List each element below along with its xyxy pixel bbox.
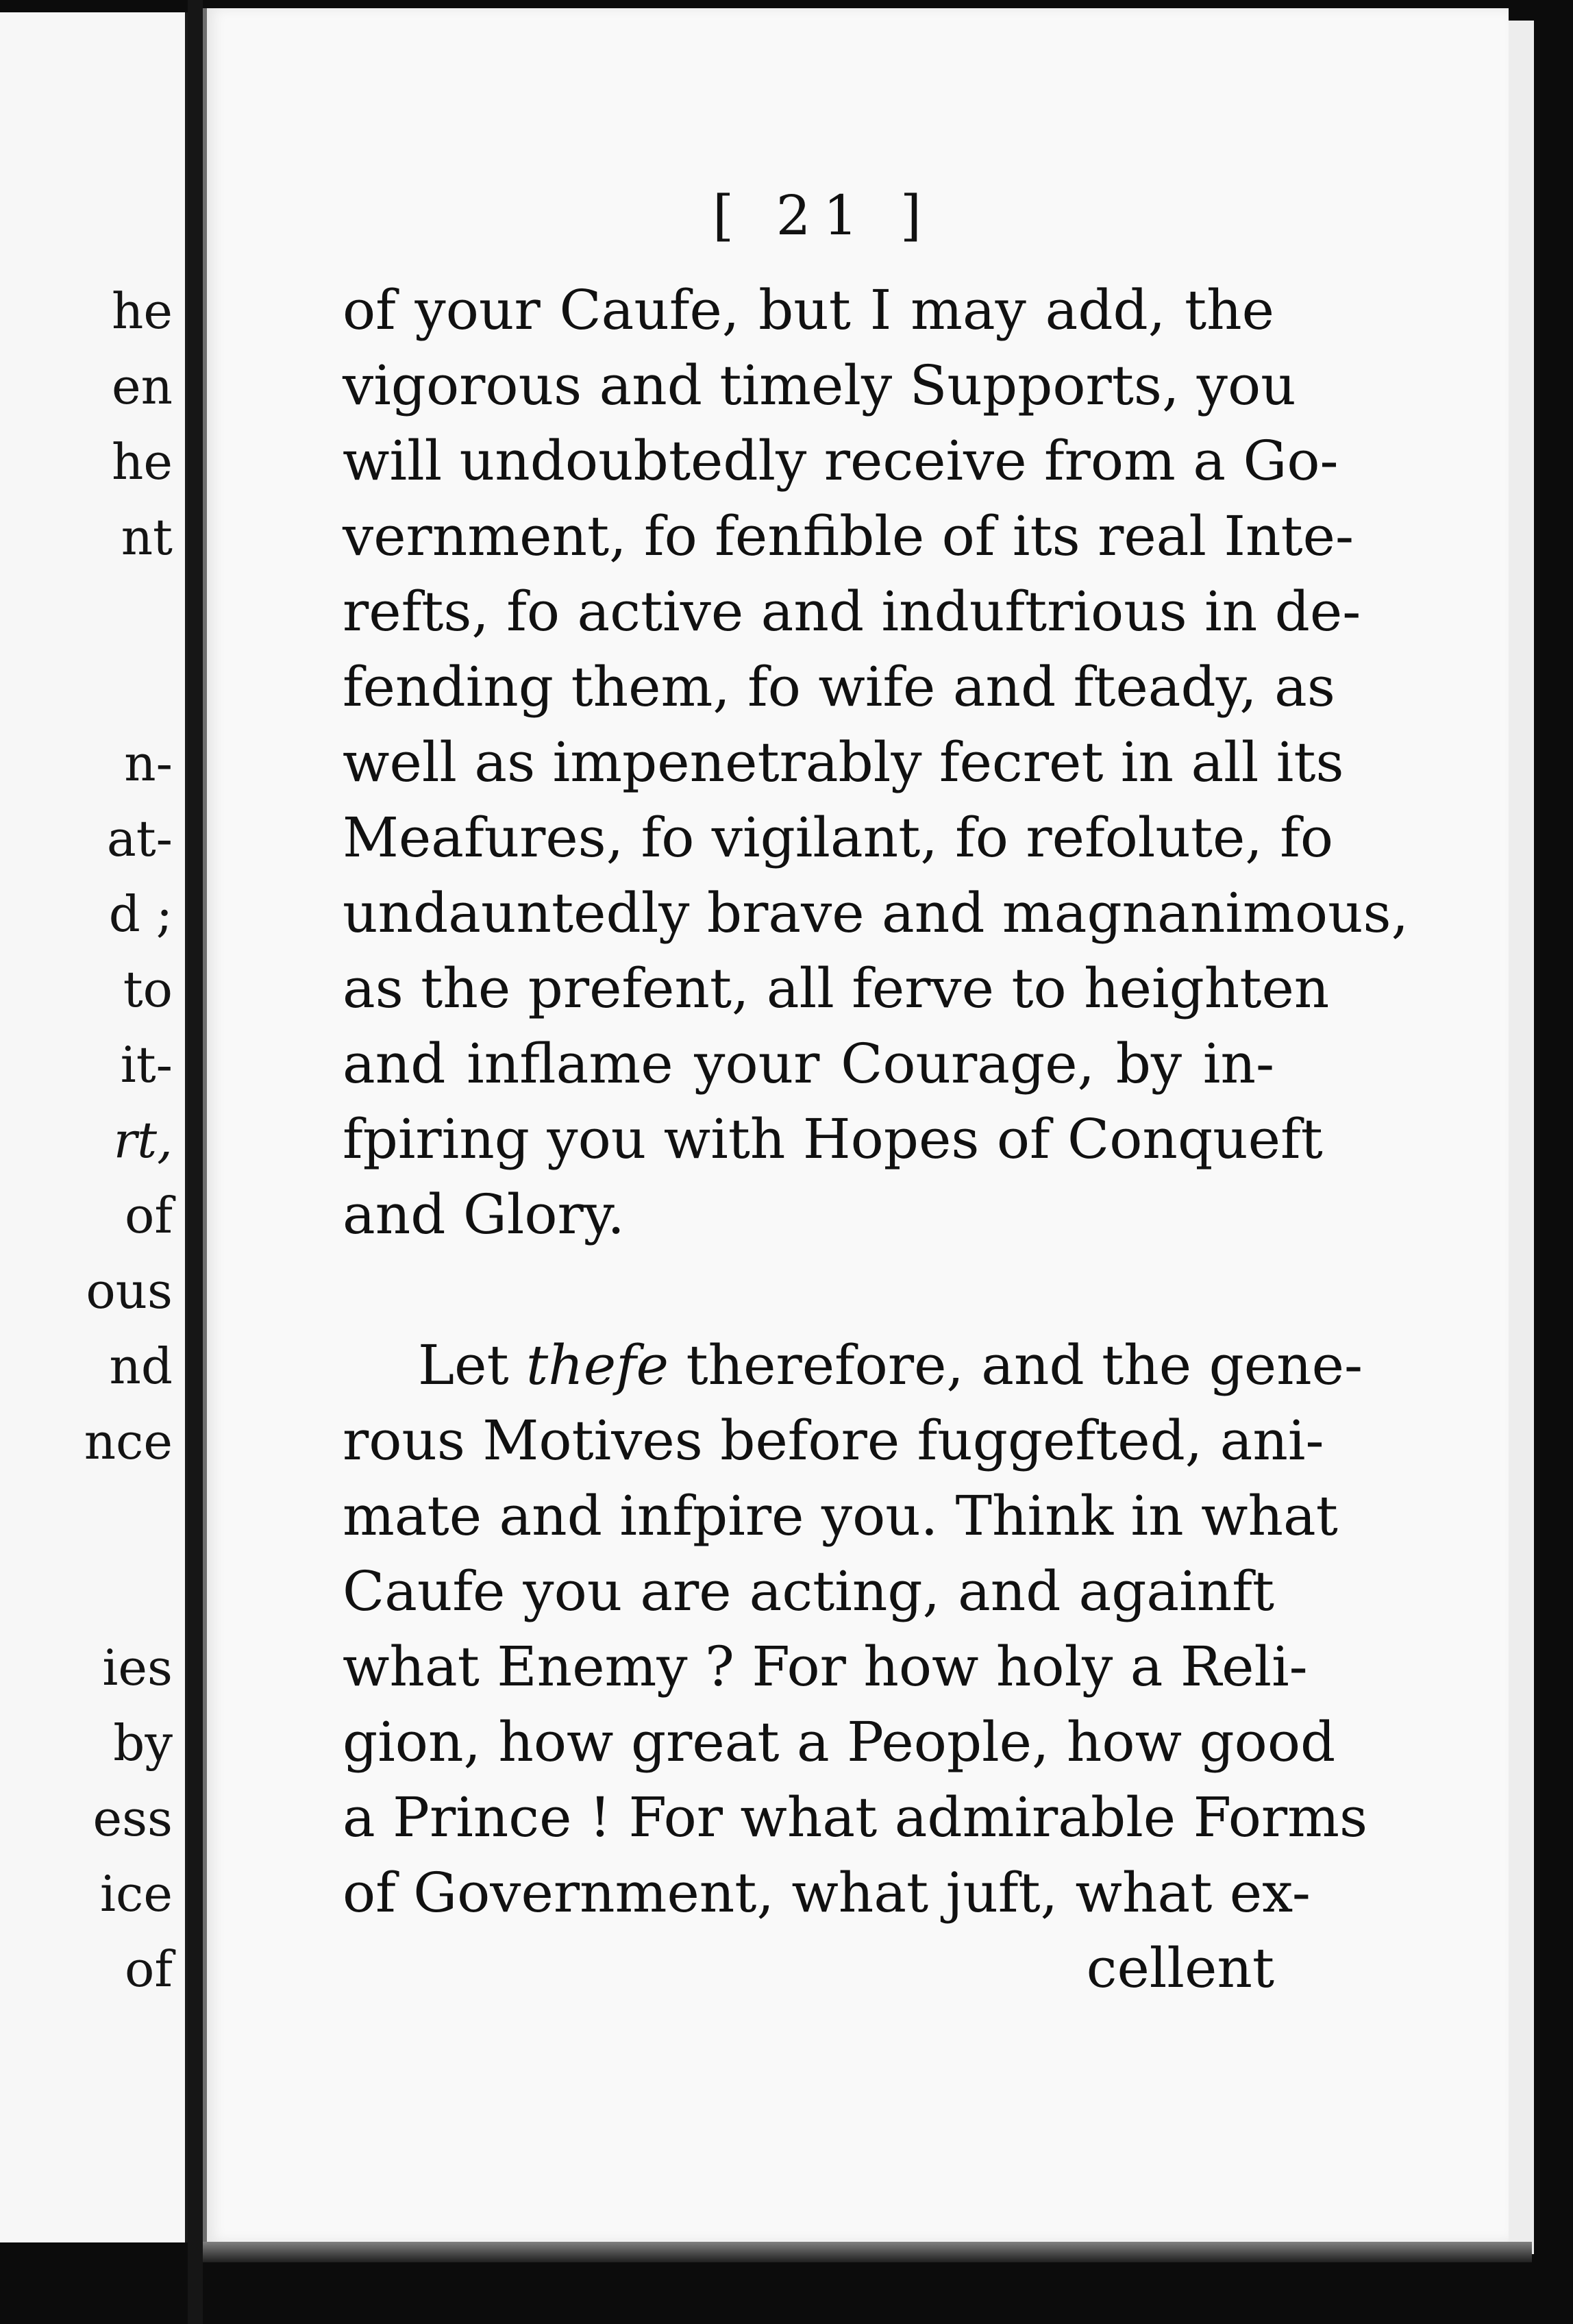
left-fragment: n-	[124, 734, 173, 792]
text-line: fpiring you with Hopes of Conqueft	[343, 1107, 1323, 1171]
left-fragment: ies	[102, 1639, 173, 1696]
left-fragment: nce	[84, 1413, 173, 1470]
page-number: [ 21 ]	[713, 184, 934, 247]
left-fragment: ice	[100, 1865, 173, 1923]
text-line: fending them, fo wife and fteady, as	[343, 655, 1335, 719]
text-line: a Prince ! For what admirable Forms	[343, 1785, 1368, 1849]
left-fragment: of	[125, 1187, 173, 1244]
left-fragment: it-	[120, 1036, 173, 1093]
text-segment: Let	[418, 1333, 527, 1397]
book-gutter	[188, 0, 203, 2324]
text-line: and inflame your Courage, by in-	[343, 1032, 1274, 1096]
text-line: will undoubtedly receive from a Go-	[343, 429, 1339, 493]
left-fragment: nt	[121, 508, 173, 566]
text-line: Meafures, fo vigilant, fo refolute, fo	[343, 806, 1333, 869]
text-line: vernment, fo fenfible of its real Inte-	[343, 504, 1354, 568]
text-line: Caufe you are acting, and againft	[343, 1559, 1274, 1623]
catchword: cellent	[1086, 1936, 1274, 2000]
left-fragment: he	[112, 433, 173, 491]
left-fragment: en	[112, 358, 173, 415]
left-fragment: d ;	[108, 885, 173, 943]
text-line: undauntedly brave and magnanimous,	[343, 881, 1409, 945]
page-edge	[1504, 21, 1534, 2254]
left-fragment: of	[125, 1940, 173, 1998]
text-line: as the prefent, all ferve to heighten	[343, 956, 1330, 1020]
text-segment: therefore, and the gene-	[669, 1333, 1363, 1397]
italic-word: thefe	[526, 1333, 669, 1397]
left-fragment: he	[112, 282, 173, 340]
text-line: mate and infpire you. Think in what	[343, 1484, 1338, 1548]
left-fragment: to	[123, 961, 173, 1018]
left-fragment: at-	[106, 810, 173, 867]
paragraph-2-opening-line	[343, 1328, 1363, 1403]
text-line: and Glory.	[343, 1183, 625, 1246]
text-line: of Government, what juft, what ex-	[343, 1861, 1311, 1925]
bottom-shadow	[203, 2242, 1532, 2262]
text-line: what Enemy ? For how holy a Reli-	[343, 1635, 1308, 1698]
body-text	[343, 273, 1409, 2006]
left-fragment: nd	[109, 1337, 173, 1395]
left-fragment: ess	[92, 1790, 173, 1847]
text-line: refts, fo active and induftrious in de-	[343, 580, 1361, 643]
left-fragment: ous	[86, 1262, 173, 1320]
text-line: gion, how great a People, how good	[343, 1710, 1336, 1774]
text-line: of your Caufe, but I may add, the	[343, 278, 1274, 342]
left-fragment: by	[113, 1714, 173, 1772]
text-line: vigorous and timely Supports, you	[343, 354, 1296, 417]
text-line: rous Motives before fuggefted, ani-	[343, 1409, 1324, 1472]
text-line: well as impenetrably fecret in all its	[343, 730, 1344, 794]
left-facing-page	[0, 12, 188, 2242]
left-fragment: rt,	[113, 1111, 173, 1169]
